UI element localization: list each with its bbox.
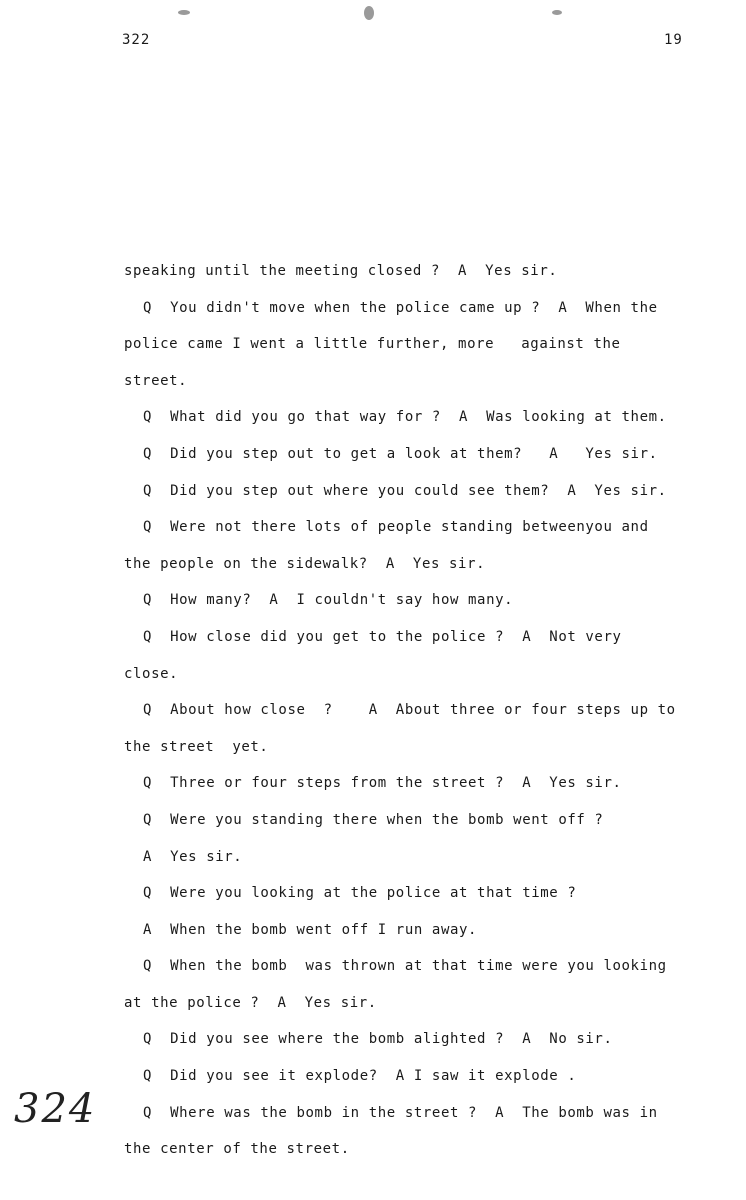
handwritten-page-number: 324 [14, 1086, 97, 1132]
scan-speck [364, 6, 374, 20]
transcript-line: the street yet. [124, 738, 269, 755]
transcript-line: close. [124, 665, 179, 682]
transcript-line: Q When the bomb was thrown at that time were you looking [143, 958, 667, 975]
transcript-line: Q How many? A I couldn't say how many. [143, 592, 514, 609]
transcript-line: Q About how close ? A About three or four steps up to [143, 702, 676, 719]
transcript-line: Q Where was the bomb in the street ? A The bomb was in [143, 1104, 658, 1121]
transcript-line: Q You didn't move when the police came up ? A When the [143, 299, 658, 316]
transcript-line: Q Did you step out to get a look at them? A Yes sir. [143, 445, 658, 462]
transcript-line: Q Three or four steps from the street ? A Yes sir. [143, 775, 622, 792]
page-number-right: 19 [664, 32, 683, 48]
transcript-line: police came I went a little further, more against the [124, 336, 621, 353]
transcript-line: at the police ? A Yes sir. [124, 994, 377, 1011]
transcript-line: Q Did you step out where you could see them? A Yes sir. [143, 482, 667, 499]
transcript-body [124, 262, 714, 1177]
transcript-line: Q How close did you get to the police ? A Not very [143, 628, 622, 645]
transcript-line: Q Were not there lots of people standing betweenyou and [143, 519, 649, 536]
transcript-line: speaking until the meeting closed ? A Yes sir. [124, 263, 558, 279]
transcript-line: Q Were you standing there when the bomb went off ? [143, 811, 604, 828]
transcript-line: A When the bomb went off I run away. [143, 921, 478, 938]
transcript-line: Q Did you see it explode? A I saw it explode . [143, 1068, 577, 1085]
transcript-line: A Yes sir. [143, 848, 243, 865]
transcript-line: Q What did you go that way for ? A Was looking at them. [143, 409, 667, 426]
transcript-line: street. [124, 372, 188, 389]
transcript-line: Q Did you see where the bomb alighted ? A No sir. [143, 1031, 613, 1048]
transcript-line: Q Were you looking at the police at that time ? [143, 885, 577, 902]
transcript-line: the people on the sidewalk? A Yes sir. [124, 555, 486, 572]
transcript-line: the center of the street. [124, 1141, 350, 1158]
scan-speck [552, 10, 562, 15]
page-number-left: 322 [122, 32, 151, 48]
scan-speck [178, 10, 190, 15]
